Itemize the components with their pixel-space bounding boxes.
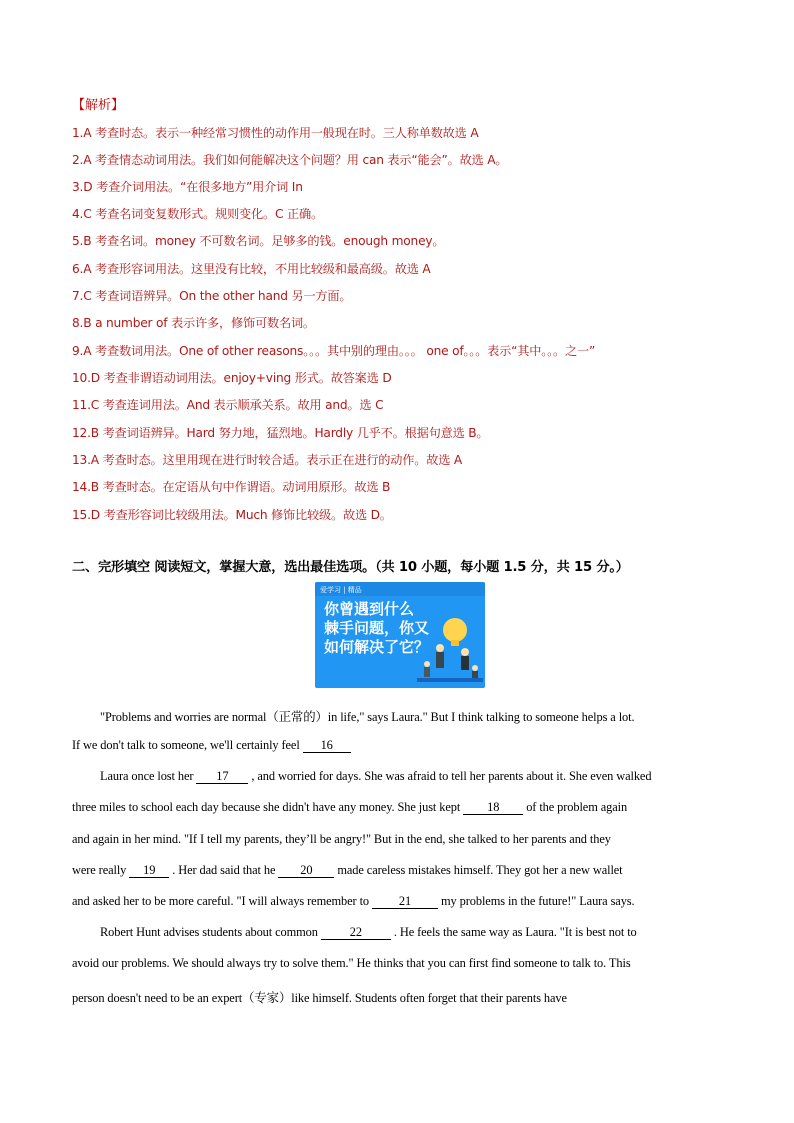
answer-4: 4.C 考查名词变复数形式。规则变化。C 正确。 (72, 207, 323, 221)
passage-line-4-text-a: three miles to school each day because she didn't have any money. She just kept (72, 800, 461, 814)
blank-16[interactable]: 16 (303, 739, 351, 753)
passage-line-1: "Problems and worries are normal（正常的）in life," says Laura." But I think talking to someone helps a lot. (100, 710, 635, 724)
passage-line-2-text: If we don't talk to someone, we'll certainly feel (72, 738, 300, 752)
passage-line-10: person doesn't need to be an expert（专家）like himself. Students often forget that their parents have (72, 991, 567, 1005)
answer-3: 3.D 考查介词用法。“在很多地方”用介词 In (72, 180, 303, 194)
answer-13: 13.A 考查时态。这里用现在进行时较合适。表示正在进行的动作。故选 A (72, 453, 463, 467)
banner-caption-line-1: 你曾遇到什么 (324, 600, 415, 618)
answer-11: 11.C 考查连词用法。And 表示顺承关系。故用 and。选 C (72, 398, 384, 412)
passage-line-7 (72, 894, 722, 909)
passage-line-4 (72, 800, 722, 815)
passage-line-8 (100, 925, 750, 940)
passage-line-4-text-b: of the problem again (526, 800, 628, 814)
answer-14: 14.B 考查时态。在定语从句中作谓语。动词用原形。故选 B (72, 480, 391, 494)
blank-19[interactable]: 19 (129, 864, 169, 878)
person-head-4 (472, 665, 478, 671)
person-body-2 (461, 656, 469, 670)
blank-18[interactable]: 18 (463, 801, 523, 815)
passage-line-6-text-a: were really (72, 863, 127, 877)
passage-line-6-text-b: . Her dad said that he (172, 863, 276, 877)
person-head-2 (461, 648, 469, 656)
ground-line (417, 678, 483, 682)
answer-9: 9.A 考查数词用法。One of other reasons。。。其中别的理由。。。 one of。。。表示“其中。。。之一” (72, 344, 596, 358)
answer-12: 12.B 考查词语辨异。Hard 努力地，猛烈地。Hardly 几乎不。根据句意选 B。 (72, 426, 489, 440)
answer-15: 15.D 考查形容词比较级用法。Much 修饰比较级。故选 D。 (72, 508, 392, 522)
answer-5: 5.B 考查名词。money 不可数名词。足够多的钱。enough money。 (72, 234, 445, 248)
answer-8: 8.B a number of 表示许多，修饰可数名词。 (72, 316, 315, 330)
passage-line-7-text-a: and asked her to be more careful. "I will always remember to (72, 894, 370, 908)
passage-line-7-text-b: my problems in the future!" Laura says. (441, 894, 635, 908)
person-head-1 (436, 644, 444, 652)
passage-line-3-text-b: , and worried for days. She was afraid to tell her parents about it. She even walked (251, 769, 652, 783)
answer-10: 10.D 考查非谓语动词用法。enjoy+ving 形式。故答案选 D (72, 371, 392, 385)
banner-logo: 爱学习 | 精品 (320, 586, 362, 594)
lightbulb-icon (443, 618, 467, 642)
passage-line-2 (72, 738, 722, 753)
answer-2: 2.A 考查情态动词用法。我们如何能解决这个问题？用 can 表示“能会”。故选 A。 (72, 153, 508, 167)
blank-22[interactable]: 22 (321, 926, 391, 940)
blank-21[interactable]: 21 (372, 895, 438, 909)
analysis-heading: 【解析】 (72, 98, 125, 113)
passage-line-6-text-c: made careless mistakes himself. They got her a new wallet (337, 863, 623, 877)
passage-line-8-text-b: . He feels the same way as Laura. "It is best not to (393, 925, 637, 939)
people-lightbulb-illustration (315, 582, 485, 688)
answer-7: 7.C 考查词语辨异。On the other hand 另一方面。 (72, 289, 352, 303)
passage-line-6 (72, 863, 722, 878)
person-head-3 (424, 661, 430, 667)
person-body-1 (436, 652, 444, 668)
passage-line-8-text-a: Robert Hunt advises students about common (100, 925, 318, 939)
blank-17[interactable]: 17 (196, 770, 248, 784)
passage-banner-image (315, 582, 485, 688)
passage-line-5: and again in her mind. "If I tell my parents, they’ll be angry!" But in the end, she talked to her parents and they (72, 832, 611, 846)
person-body-3 (424, 667, 430, 677)
blank-20[interactable]: 20 (278, 864, 334, 878)
banner-caption-line-2: 棘手问题，你又 (324, 619, 430, 637)
passage-line-3 (100, 769, 750, 784)
lightbulb-base (451, 640, 459, 646)
answer-1: 1.A 考查时态。表示一种经常习惯性的动作用一般现在时。三人称单数故选 A (72, 126, 479, 140)
passage-line-3-text-a: Laura once lost her (100, 769, 194, 783)
banner-caption-line-3: 如何解决了它？ (324, 638, 430, 656)
passage-line-9: avoid our problems. We should always try to solve them." He thinks that you can first find someone to talk to. This (72, 956, 631, 970)
section-heading: 二、完形填空 阅读短文，掌握大意，选出最佳选项。（共 10 小题，每小题 1.5 分，共 15 分。） (72, 560, 629, 575)
answer-6: 6.A 考查形容词用法。这里没有比较，不用比较级和最高级。故选 A (72, 262, 431, 276)
